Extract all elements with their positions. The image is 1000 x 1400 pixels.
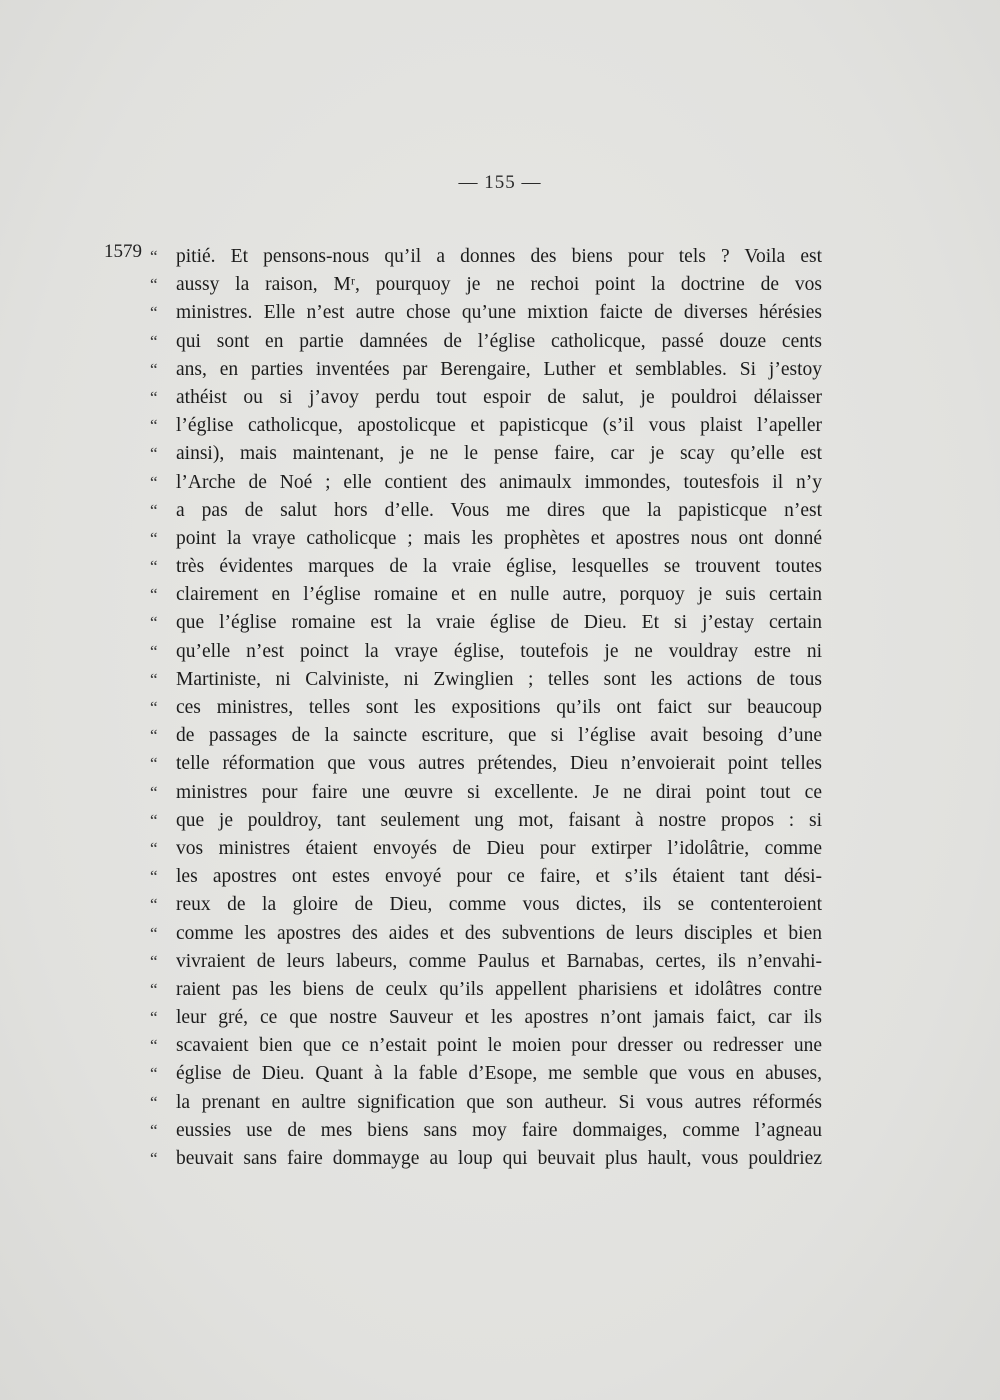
line-text: telle réformation que vous autres prétendes, Dieu n’envoierait point telles [176, 753, 822, 775]
quote-mark: “ [150, 444, 158, 464]
quote-mark: “ [150, 1092, 158, 1112]
quote-mark: “ [150, 895, 158, 915]
text-line [150, 271, 822, 299]
line-text: les apostres ont estes envoyé pour ce faire, et s’ils étaient tant dési- [176, 866, 822, 888]
line-text: beuvait sans faire dommayge au loup qui beuvait plus hault, vous pouldriez [176, 1148, 822, 1169]
quote-mark: “ [150, 669, 158, 689]
quote-mark: “ [150, 613, 158, 633]
text-line [150, 356, 822, 384]
quote-mark: “ [150, 698, 158, 717]
text-line [150, 1060, 822, 1088]
quote-mark: “ [150, 867, 158, 887]
quote-mark: “ [150, 387, 158, 407]
text-line [150, 1004, 822, 1032]
line-text: église de Dieu. Quant à la fable d’Esope, me semble que vous en abuses, [176, 1063, 822, 1085]
line-text: aussy la raison, Mʳ, pourquoy je ne rechoi point la doctrine de vos [176, 274, 822, 296]
text-line [150, 835, 822, 863]
quote-mark: “ [150, 557, 158, 577]
line-text: ces ministres, telles sont les expositions qu’ils ont faict sur beaucoup [176, 697, 822, 718]
text-line [150, 976, 822, 1004]
line-text: très évidentes marques de la vraie église, lesquelles se trouvent toutes [176, 556, 822, 578]
text-line [150, 412, 822, 440]
quote-mark: “ [150, 754, 158, 774]
line-text: de passages de la saincte escriture, que si l’église avait besoing d’une [176, 725, 822, 747]
quote-mark: “ [150, 1149, 158, 1168]
text-line [150, 525, 822, 553]
line-text: que l’église romaine est la vraie église de Dieu. Et si j’estay certain [176, 612, 822, 634]
text-line [150, 497, 822, 525]
text-line [150, 1117, 822, 1145]
quote-mark: “ [150, 782, 158, 802]
line-text: ainsi), mais maintenant, je ne le pense faire, car je scay qu’elle est [176, 443, 822, 465]
quote-mark: “ [150, 247, 158, 266]
page-number: — 155 — [458, 172, 542, 193]
text-line [150, 1089, 822, 1117]
text-line [150, 722, 822, 750]
text-line [150, 807, 822, 835]
text-line [150, 779, 822, 807]
quote-mark: “ [150, 1120, 158, 1140]
line-text: qu’elle n’est poinct la vraye église, toutefois je ne vouldray estre ni [176, 640, 822, 662]
text-line [150, 553, 822, 581]
quote-mark: “ [150, 923, 158, 943]
quote-mark: “ [150, 275, 158, 295]
line-text: reux de la gloire de Dieu, comme vous dictes, ils se contenteroient [176, 894, 822, 916]
quote-mark: “ [150, 838, 158, 858]
quote-mark: “ [150, 359, 158, 379]
quote-mark: “ [150, 979, 158, 999]
text-line [150, 1032, 822, 1060]
text-line [150, 299, 822, 327]
text-line [150, 328, 822, 356]
quote-mark: “ [150, 1008, 158, 1028]
line-text: pitié. Et pensons-nous qu’il a donnes des biens pour tels ? Voila est [176, 246, 822, 267]
text-line [150, 581, 822, 609]
quote-mark: “ [150, 331, 158, 351]
text-line [150, 469, 822, 497]
line-text: l’Arche de Noé ; elle contient des animaulx immondes, toutesfois il n’y [176, 471, 822, 493]
line-text: la prenant en aultre signification que son autheur. Si vous autres réformés [176, 1091, 822, 1113]
text-line [150, 638, 822, 666]
line-text: qui sont en partie damnées de l’église catholicque, passé douze cents [176, 330, 822, 352]
text-line [150, 750, 822, 778]
line-text: vivraient de leurs labeurs, comme Paulus et Barnabas, certes, ils n’envahi- [176, 950, 822, 972]
quote-mark: “ [150, 1036, 158, 1056]
quote-mark: “ [150, 500, 158, 520]
text-line [150, 694, 822, 722]
line-text: raient pas les biens de ceulx qu’ils appellent pharisiens et idolâtres contre [176, 978, 822, 1000]
line-text: vos ministres étaient envoyés de Dieu pour extirper l’idolâtrie, comme [176, 837, 822, 859]
quote-mark: “ [150, 726, 158, 746]
line-text: eussies use de mes biens sans moy faire dommaiges, comme l’agneau [176, 1119, 822, 1141]
text-line [150, 891, 822, 919]
line-text: l’église catholicque, apostolicque et papisticque (s’il vous plaist l’apeller [176, 415, 822, 437]
text-line [150, 384, 822, 412]
line-text: point la vraye catholicque ; mais les prophètes et apostres nous ont donné [176, 527, 822, 549]
quote-mark: “ [150, 1064, 158, 1084]
body-text [150, 243, 822, 1173]
quote-mark: “ [150, 528, 158, 548]
line-text: clairement en l’église romaine et en nulle autre, porquoy je suis certain [176, 584, 822, 606]
line-text: scavaient bien que ce n’estait point le moien pour dresser ou redresser une [176, 1035, 822, 1057]
quote-mark: “ [150, 472, 158, 492]
line-text: a pas de salut hors d’elle. Vous me dires que la papisticque n’est [176, 499, 822, 521]
text-line [150, 440, 822, 468]
quote-mark: “ [150, 951, 158, 971]
quote-mark: “ [150, 303, 158, 323]
quote-mark: “ [150, 641, 158, 661]
text-line [150, 666, 822, 694]
quote-mark: “ [150, 810, 158, 830]
text-line [150, 948, 822, 976]
line-text: ministres. Elle n’est autre chose qu’une mixtion faicte de diverses hérésies [176, 302, 822, 324]
line-text: athéist ou si j’avoy perdu tout espoir de salut, je pouldroi délaisser [176, 386, 822, 408]
text-line [150, 243, 822, 271]
line-text: ministres pour faire une œuvre si excellente. Je ne dirai point tout ce [176, 781, 822, 803]
margin-year: 1579 [104, 241, 142, 262]
line-text: leur gré, ce que nostre Sauveur et les apostres n’ont jamais faict, car ils [176, 1007, 822, 1029]
text-line [150, 1145, 822, 1173]
line-text: que je pouldroy, tant seulement ung mot, faisant à nostre propos : si [176, 809, 822, 831]
text-line [150, 609, 822, 637]
line-text: ans, en parties inventées par Berengaire, Luther et semblables. Si j’estoy [176, 358, 822, 380]
line-text: comme les apostres des aides et des subventions de leurs disciples et bien [176, 922, 822, 944]
text-line [150, 920, 822, 948]
quote-mark: “ [150, 416, 158, 436]
quote-mark: “ [150, 585, 158, 605]
line-text: Martiniste, ni Calviniste, ni Zwinglien ; telles sont les actions de tous [176, 668, 822, 690]
text-line [150, 863, 822, 891]
